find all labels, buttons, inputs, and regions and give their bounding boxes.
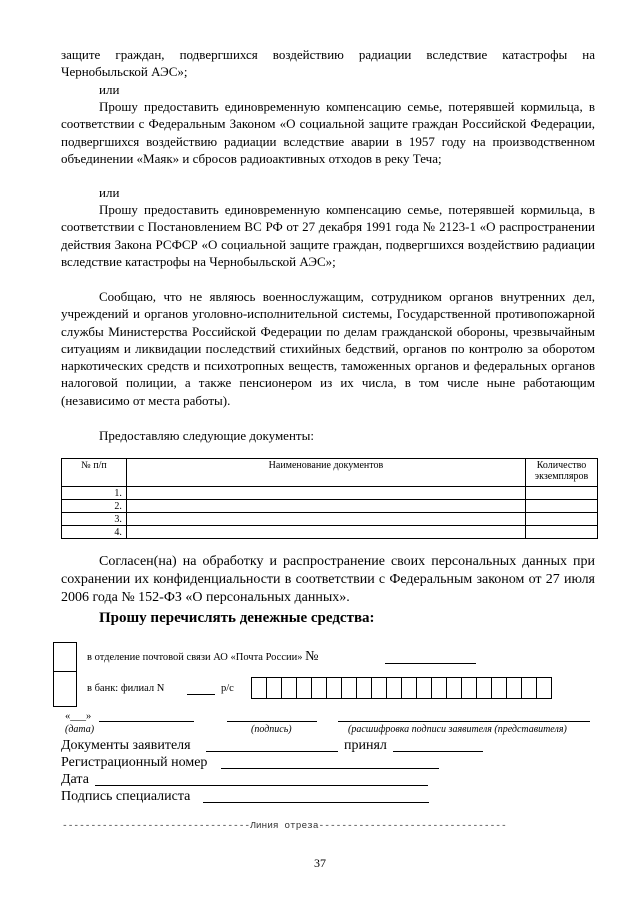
date-label: Дата: [61, 772, 89, 787]
row-number: 1.: [62, 487, 127, 500]
document-name-cell[interactable]: [126, 487, 525, 500]
accepted-label: принял: [344, 738, 387, 753]
post-office-number-sign: №: [305, 649, 319, 664]
registration-number-label: Регистрационный номер: [61, 755, 208, 770]
or-separator-2: или: [99, 185, 120, 200]
post-office-checkbox[interactable]: [53, 642, 77, 674]
bank-checkbox[interactable]: [53, 671, 77, 707]
acceptance-date-field[interactable]: [95, 785, 428, 786]
specialist-signature-field[interactable]: [203, 802, 429, 803]
row-number: 4.: [62, 526, 127, 539]
caption-signature-decode: (расшифровка подписи заявителя (представителя): [348, 724, 567, 735]
table-row: [62, 526, 598, 539]
header-number: № п/п: [62, 459, 127, 487]
applicant-documents-field[interactable]: [206, 751, 338, 752]
paragraph-declaration: Сообщаю, что не являюсь военнослужащим, сотрудником органов внутренних дел, учреждений и органов уголовно-исполнительной системы, Государственной противопожарной службы Министерства Российской Федерации по делам гражданской обороны, чрезвычайным ситуациям и ликвидации последствий стихийных бедствий, органов по контролю за оборотом наркотических средств и психотропных веществ, таможенных органов и федеральных органов налоговой полиции, а также пенсионером из их числа, в том числе ныне работающим (независимо от места работы).: [61, 289, 595, 408]
registration-number-field[interactable]: [221, 768, 439, 769]
bank-account-cells[interactable]: [252, 677, 552, 699]
table-row: [62, 487, 598, 500]
date-quote: «___»: [65, 711, 92, 722]
post-office-option-label: в отделение почтовой связи АО «Почта России» №: [87, 649, 319, 664]
cut-line: ---------------------------------Линия отреза---------------------------------: [62, 820, 507, 831]
accepted-field[interactable]: [393, 751, 483, 752]
document-name-cell[interactable]: [126, 526, 525, 539]
table-row: [62, 513, 598, 526]
table-row: [62, 500, 598, 513]
document-name-cell[interactable]: [126, 513, 525, 526]
applicant-documents-label: Документы заявителя: [61, 738, 191, 753]
transfer-title: Прошу перечислять денежные средства:: [99, 610, 375, 626]
documents-table: [61, 458, 598, 539]
header-quantity: Количество экземпляров: [526, 459, 598, 487]
paragraph-chernobyl-end: защите граждан, подвергшихся воздействию радиации вследствие катастрофы на Чернобыльской АЭС»;: [61, 47, 595, 80]
post-office-number-field[interactable]: [385, 663, 476, 664]
documents-intro: Предоставляю следующие документы:: [99, 428, 314, 443]
caption-signature: (подпись): [251, 724, 292, 735]
document-name-cell[interactable]: [126, 500, 525, 513]
document-qty-cell[interactable]: [526, 526, 598, 539]
consent-paragraph: Согласен(на) на обработку и распространение своих персональных данных при сохранении их конфиденциальности в соответствии с Федеральным законом от 27 июля 2006 года № 152-ФЗ «О персональных данных».: [61, 554, 595, 605]
document-qty-cell[interactable]: [526, 513, 598, 526]
caption-date: (дата): [65, 724, 95, 735]
signature-decode-field[interactable]: [338, 721, 590, 722]
paragraph-resolution-2123: Прошу предоставить единовременную компенсацию семье, потерявшей кормильца, в соответствии с Постановлением ВС РФ от 27 декабря 1991 года № 2123-1 «О распространении действия Закона РСФСР «О социальной защите граждан, подвергшихся воздействию радиации вследствие катастрофы на Чернобыльской АЭС»;: [61, 202, 595, 269]
signature-field[interactable]: [227, 721, 317, 722]
documents-table-header: [62, 459, 598, 487]
header-name: Наименование документов: [126, 459, 525, 487]
date-field[interactable]: [99, 721, 194, 722]
row-number: 3.: [62, 513, 127, 526]
paragraph-mayak-compensation: Прошу предоставить единовременную компенсацию семье, потерявшей кормильца, в соответствии с Федеральным Законом «О социальной защите граждан Российской Федерации, подвергшихся воздействию радиации вследствие аварии в 1957 году на производственном объединении «Маяк» и сбросов радиоактивных отходов в реку Теча;: [61, 99, 595, 166]
document-qty-cell[interactable]: [526, 500, 598, 513]
row-number: 2.: [62, 500, 127, 513]
bank-option-label: в банк: филиал N: [87, 683, 165, 694]
bank-branch-field[interactable]: [187, 694, 215, 695]
bank-account-label: р/с: [221, 683, 234, 694]
page-number: 37: [314, 856, 326, 870]
document-qty-cell[interactable]: [526, 487, 598, 500]
or-separator-1: или: [99, 82, 120, 97]
specialist-signature-label: Подпись специалиста: [61, 789, 191, 804]
